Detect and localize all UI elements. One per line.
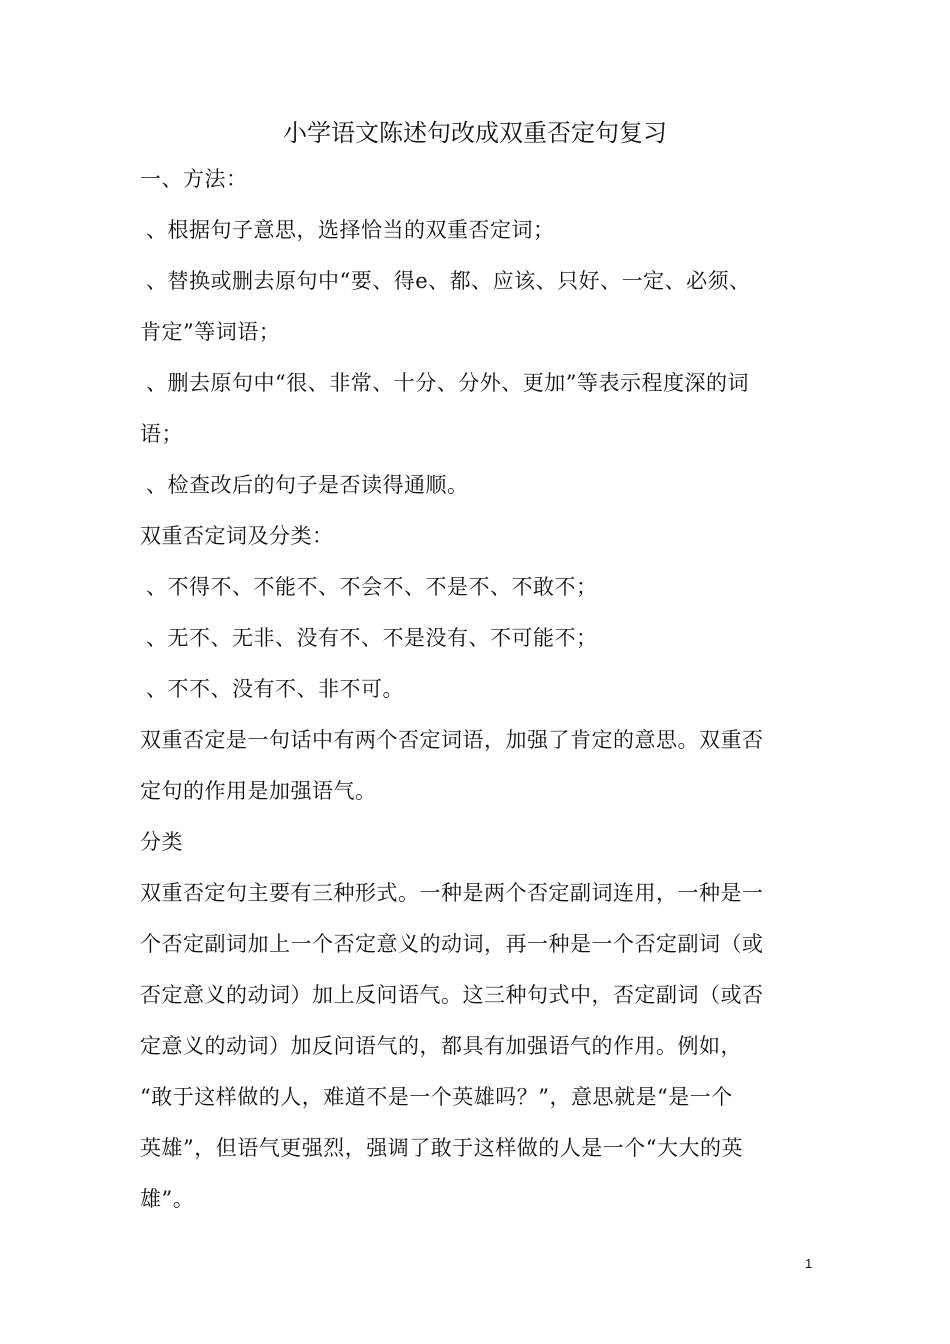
body-paragraph-line-1: 双重否定句主要有三种形式。一种是两个否定副词连用，一种是一	[140, 881, 764, 905]
body-paragraph-line-7: 雄”。	[140, 1187, 195, 1211]
body-paragraph-line-2: 个否定副词加上一个否定意义的动词，再一种是一个否定副词（或	[140, 932, 764, 956]
section-heading-method: 一、方法：	[140, 167, 248, 191]
document-title: 小学语文陈述句改成双重否定句复习	[283, 119, 667, 147]
category-item-2: 、无不、无非、没有不、不是没有、不可能不；	[146, 626, 598, 650]
body-paragraph-line-3: 否定意义的动词）加上反问语气。这三种句式中，否定副词（或否	[140, 983, 764, 1007]
body-paragraph-line-5: “敢于这样做的人，难道不是一个英雄吗？”，意思就是“是一个	[140, 1085, 733, 1109]
body-paragraph-line-4: 定意义的动词）加反问语气的，都具有加强语气的作用。例如，	[140, 1034, 742, 1058]
method-step-2-cont: 肯定”等词语；	[140, 320, 281, 344]
method-step-2: 、替换或删去原句中“要、得e、都、应该、只好、一定、必须、	[146, 269, 751, 293]
method-step-3-cont: 语；	[140, 422, 183, 446]
definition-paragraph-line-1: 双重否定是一句话中有两个否定词语，加强了肯定的意思。双重否	[140, 728, 764, 752]
page-number: 1	[805, 1256, 813, 1271]
body-paragraph-line-6: 英雄”，但语气更强烈，强调了敢于这样做的人是一个“大大的英	[140, 1136, 743, 1160]
method-step-1: 、根据句子意思，选择恰当的双重否定词；	[146, 218, 555, 242]
method-step-3: 、删去原句中“很、非常、十分、分外、更加”等表示程度深的词	[146, 371, 749, 395]
definition-paragraph-line-2: 定句的作用是加强语气。	[140, 779, 377, 803]
category-item-1: 、不得不、不能不、不会不、不是不、不敢不；	[146, 575, 598, 599]
method-step-4: 、检查改后的句子是否读得通顺。	[146, 473, 469, 497]
section-heading-categories: 双重否定词及分类：	[140, 524, 334, 548]
section-heading-classification: 分类	[140, 830, 183, 854]
category-item-3: 、不不、没有不、非不可。	[146, 677, 404, 701]
